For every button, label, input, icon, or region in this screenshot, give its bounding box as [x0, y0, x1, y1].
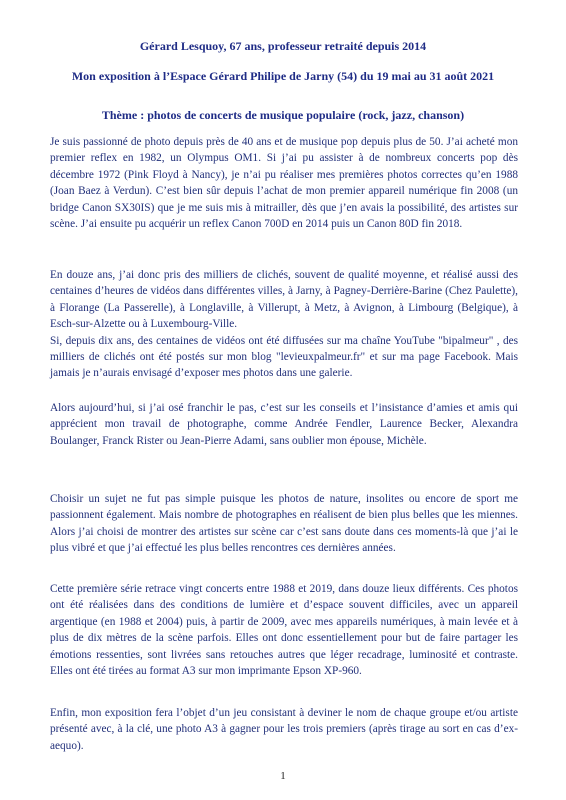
theme-heading: Thème : photos de concerts de musique populaire (rock, jazz, chanson) — [101, 108, 465, 122]
paragraph-game: Enfin, mon exposition fera l’objet d’un jeu consistant à deviner le nom de chaque groupe et/ou artiste présenté avec, à la clé, une photo A3 à gagner pour les trois premiers (après tirage au sort en cas d’ex-aequo). — [50, 707, 518, 752]
exhibition-heading: Mon exposition à l’Espace Gérard Philipe de Jarny (54) du 19 mai au 31 août 2021 — [71, 69, 495, 83]
paragraph-series: Cette première série retrace vingt concerts entre 1988 et 2019, dans douze lieux différents. Ces photos ont été réalisées dans des conditions de lumière et d’espace souvent difficiles, avec un appareil argentique (en 1988 et 2004) puis, à partir de 2009, avec mes appareils numériques, à main levée et à plus de dix mètres de la scène parfois. Elles ont donc essentiellement pour but de faire partager les émotions ressenties, sont livrées sans retouches autres que léger recadrage, luminosité et contraste. Elles ont été tirées au format A3 sur mon imprimante Epson XP-960. — [50, 583, 518, 678]
page-number: 1 — [280, 770, 286, 782]
paragraph-online-text: Si, depuis dix ans, des centaines de vidéos ont été diffusées sur ma chaîne YouTube "bipalmeur" , des milliers de clichés ont été postés sur mon blog "levieuxpalmeur.fr" et sur ma page Facebook. Mais jamais je n’aurais envisagé d’exposer mes photos dans une galerie. — [50, 334, 518, 380]
paragraph-locations-text: En douze ans, j’ai donc pris des milliers de clichés, souvent de qualité moyenne, et réalisé aussi des centaines d’heures de vidéos dans différentes villes, à Jarny, à Pagney-Derrière-Barine (Chez Paulette), à Florange (La Passerelle), à Longlaville, à Villerupt, à Metz, à Avignon, à Limbourg (Belgique), à Esch-sur-Alzette ou à Luxembourg-Ville. — [50, 269, 518, 331]
paragraph-subject: Choisir un sujet ne fut pas simple puisque les photos de nature, insolites ou encore de sport me passionnent également. Mais nombre de photographes en réalisent de bien plus belles que les miennes. Alors j’ai choisi de montrer des artistes sur scène car c’est sans doute dans ces moments-là que j’ai le plus vibré et que j’ai effectué les plus belles rencontres ces dernières années. — [50, 493, 518, 555]
author-heading: Gérard Lesquoy, 67 ans, professeur retraité depuis 2014 — [139, 39, 427, 53]
paragraph-thanks: Alors aujourd’hui, si j’ai osé franchir le pas, c’est sur les conseils et l’insistance d’amies et amis qui apprécient mon travail de photographe, comme Andrée Fendler, Laurence Becker, Alexandra Boulanger, Franck Rister ou Jean-Pierre Adami, sans oublier mon épouse, Michèle. — [50, 402, 518, 447]
paragraph-locations — [50, 267, 518, 382]
paragraph-intro: Je suis passionné de photo depuis près de 40 ans et de musique pop depuis plus de 50. J’ai acheté mon premier reflex en 1982, un Olympus OM1. Si j’ai pu assister à de nombreux concerts pop dès décembre 1972 (Pink Floyd à Nancy), je n’ai pu réaliser mes premières photos correctes qu’en 1988 (Joan Baez à Verdun). C’est bien sûr depuis l’achat de mon premier appareil numérique fin 2008 (un bridge Canon SX30IS) que je me suis mis à mitrailler, dès que j’en avais la possibilité, des artistes sur scène. J’ai ensuite pu acquérir un reflex Canon 700D en 2014 puis un Canon 80D fin 2018. — [50, 136, 518, 231]
